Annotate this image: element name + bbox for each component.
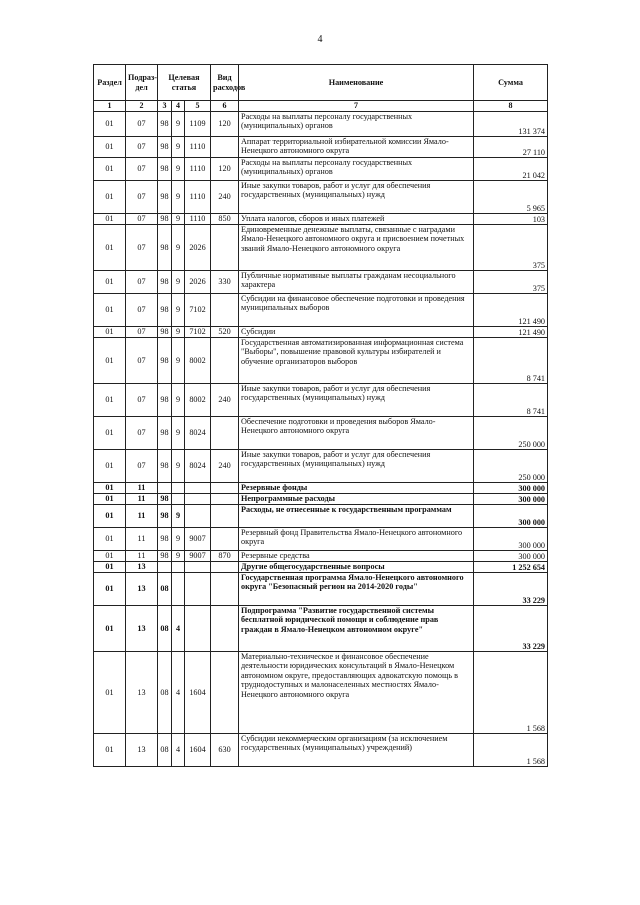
column-index-cell: 1 [94, 101, 126, 112]
subprogram-cell: 9 [172, 327, 185, 338]
name-cell: Резервные фонды [239, 483, 474, 494]
column-index-cell: 6 [211, 101, 239, 112]
razdel-cell: 01 [94, 158, 126, 181]
sum-cell: 21 042 [474, 158, 548, 181]
razdel-cell: 01 [94, 181, 126, 214]
expense-type-cell: 120 [211, 158, 239, 181]
header-name: Наименование [239, 65, 474, 101]
razdel-cell: 01 [94, 606, 126, 652]
article-code-cell [185, 483, 211, 494]
podrazdel-cell: 11 [126, 528, 158, 551]
name-cell: Обеспечение подготовки и проведения выборов Ямало-Ненецкого автономного округа [239, 417, 474, 450]
sum-cell: 121 490 [474, 294, 548, 327]
program-cell: 98 [158, 384, 172, 417]
sum-cell: 1 568 [474, 652, 548, 734]
podrazdel-cell: 07 [126, 225, 158, 271]
column-index-cell: 4 [172, 101, 185, 112]
name-cell: Аппарат территориальной избирательной комиссии Ямало-Ненецкого автономного округа [239, 137, 474, 158]
column-index-cell: 7 [239, 101, 474, 112]
article-code-cell [185, 573, 211, 606]
table-row [94, 417, 548, 450]
program-cell: 98 [158, 137, 172, 158]
subprogram-cell [172, 562, 185, 573]
podrazdel-cell: 07 [126, 338, 158, 384]
name-cell: Резервные средства [239, 551, 474, 562]
expense-type-cell: 520 [211, 327, 239, 338]
page-number: 4 [317, 34, 323, 45]
subprogram-cell: 9 [172, 528, 185, 551]
expense-type-cell: 240 [211, 384, 239, 417]
program-cell [158, 562, 172, 573]
subprogram-cell: 4 [172, 652, 185, 734]
program-cell: 98 [158, 417, 172, 450]
program-cell: 98 [158, 225, 172, 271]
column-index-cell: 2 [126, 101, 158, 112]
header-podrazdel: Подраз-дел [126, 65, 158, 101]
razdel-cell: 01 [94, 338, 126, 384]
header-sum: Сумма [474, 65, 548, 101]
razdel-cell: 01 [94, 528, 126, 551]
article-code-cell: 8024 [185, 417, 211, 450]
expense-type-cell [211, 573, 239, 606]
podrazdel-cell: 11 [126, 483, 158, 494]
podrazdel-cell: 07 [126, 112, 158, 137]
subprogram-cell: 4 [172, 734, 185, 767]
sum-cell: 300 000 [474, 505, 548, 528]
program-cell: 98 [158, 158, 172, 181]
name-cell: Иные закупки товаров, работ и услуг для обеспечения государственных (муниципальных) нужд [239, 384, 474, 417]
expense-type-cell [211, 494, 239, 505]
article-code-cell: 1604 [185, 734, 211, 767]
expense-type-cell [211, 505, 239, 528]
table-row [94, 551, 548, 562]
name-cell: Расходы на выплаты персоналу государственных (муниципальных) органов [239, 112, 474, 137]
sum-cell: 250 000 [474, 417, 548, 450]
podrazdel-cell: 07 [126, 158, 158, 181]
podrazdel-cell: 07 [126, 450, 158, 483]
article-code-cell: 1109 [185, 112, 211, 137]
name-cell: Расходы, не отнесенные к государственным программам [239, 505, 474, 528]
name-cell: Субсидии [239, 327, 474, 338]
table-row [94, 505, 548, 528]
sum-cell: 1 568 [474, 734, 548, 767]
name-cell: Материально-техническое и финансовое обеспечение деятельности юридических консультаций в Ямало-Ненецком автономном округе, предоставляющих адвокатскую помощь в труднодоступных и малонаселенных местностях Ямало-Ненецкого автономного округа [239, 652, 474, 734]
subprogram-cell: 9 [172, 505, 185, 528]
subprogram-cell: 9 [172, 214, 185, 225]
subprogram-cell: 9 [172, 338, 185, 384]
program-cell: 98 [158, 327, 172, 338]
table-row [94, 606, 548, 652]
expense-type-cell: 240 [211, 450, 239, 483]
razdel-cell: 01 [94, 214, 126, 225]
sum-cell: 131 374 [474, 112, 548, 137]
expense-type-cell: 120 [211, 112, 239, 137]
subprogram-cell [172, 573, 185, 606]
article-code-cell: 1110 [185, 214, 211, 225]
subprogram-cell: 9 [172, 225, 185, 271]
program-cell: 08 [158, 573, 172, 606]
razdel-cell: 01 [94, 137, 126, 158]
name-cell: Расходы на выплаты персоналу государственных (муниципальных) органов [239, 158, 474, 181]
article-code-cell [185, 494, 211, 505]
program-cell: 98 [158, 181, 172, 214]
article-code-cell: 2026 [185, 225, 211, 271]
razdel-cell: 01 [94, 551, 126, 562]
subprogram-cell: 9 [172, 384, 185, 417]
program-cell: 08 [158, 734, 172, 767]
table-row [94, 573, 548, 606]
name-cell: Иные закупки товаров, работ и услуг для обеспечения государственных (муниципальных) нужд [239, 181, 474, 214]
expense-type-cell [211, 606, 239, 652]
sum-cell: 300 000 [474, 483, 548, 494]
article-code-cell [185, 606, 211, 652]
program-cell: 08 [158, 652, 172, 734]
table-row [94, 562, 548, 573]
expense-type-cell: 330 [211, 271, 239, 294]
article-code-cell: 8024 [185, 450, 211, 483]
program-cell: 98 [158, 494, 172, 505]
expense-type-cell [211, 652, 239, 734]
sum-cell: 5 965 [474, 181, 548, 214]
subprogram-cell: 9 [172, 137, 185, 158]
table-row [94, 181, 548, 214]
article-code-cell: 9007 [185, 528, 211, 551]
name-cell: Уплата налогов, сборов и иных платежей [239, 214, 474, 225]
program-cell: 98 [158, 528, 172, 551]
subprogram-cell: 9 [172, 551, 185, 562]
podrazdel-cell: 07 [126, 384, 158, 417]
subprogram-cell: 9 [172, 112, 185, 137]
expense-type-cell [211, 137, 239, 158]
expense-type-cell: 850 [211, 214, 239, 225]
program-cell: 98 [158, 271, 172, 294]
name-cell: Субсидии на финансовое обеспечение подготовки и проведения муниципальных выборов [239, 294, 474, 327]
program-cell: 98 [158, 294, 172, 327]
article-code-cell: 7102 [185, 294, 211, 327]
podrazdel-cell: 11 [126, 551, 158, 562]
table-row [94, 294, 548, 327]
program-cell [158, 483, 172, 494]
expense-type-cell [211, 338, 239, 384]
budget-table [93, 64, 548, 767]
sum-cell: 103 [474, 214, 548, 225]
podrazdel-cell: 11 [126, 494, 158, 505]
program-cell: 98 [158, 450, 172, 483]
sum-cell: 300 000 [474, 494, 548, 505]
expense-type-cell: 240 [211, 181, 239, 214]
article-code-cell: 8002 [185, 338, 211, 384]
table-row [94, 327, 548, 338]
table-row [94, 338, 548, 384]
article-code-cell: 9007 [185, 551, 211, 562]
article-code-cell: 1110 [185, 181, 211, 214]
name-cell: Непрограммные расходы [239, 494, 474, 505]
table-row [94, 271, 548, 294]
razdel-cell: 01 [94, 450, 126, 483]
sum-cell: 375 [474, 271, 548, 294]
sum-cell: 375 [474, 225, 548, 271]
name-cell: Государственная программа Ямало-Ненецкого автономного округа "Безопасный регион на 2014-2020 годы" [239, 573, 474, 606]
sum-cell: 121 490 [474, 327, 548, 338]
razdel-cell: 01 [94, 294, 126, 327]
sum-cell: 8 741 [474, 338, 548, 384]
expense-type-cell [211, 417, 239, 450]
podrazdel-cell: 07 [126, 181, 158, 214]
podrazdel-cell: 13 [126, 652, 158, 734]
razdel-cell: 01 [94, 225, 126, 271]
sum-cell: 8 741 [474, 384, 548, 417]
podrazdel-cell: 07 [126, 271, 158, 294]
sum-cell: 33 229 [474, 606, 548, 652]
name-cell: Резервный фонд Правительства Ямало-Ненецкого автономного округа [239, 528, 474, 551]
subprogram-cell: 9 [172, 271, 185, 294]
razdel-cell: 01 [94, 384, 126, 417]
razdel-cell: 01 [94, 573, 126, 606]
program-cell: 98 [158, 551, 172, 562]
article-code-cell [185, 505, 211, 528]
podrazdel-cell: 07 [126, 294, 158, 327]
subprogram-cell: 9 [172, 450, 185, 483]
table-row [94, 483, 548, 494]
table-row [94, 450, 548, 483]
name-cell: Субсидии некоммерческим организациям (за исключением государственных (муниципальных) учреждений) [239, 734, 474, 767]
program-cell: 98 [158, 338, 172, 384]
razdel-cell: 01 [94, 562, 126, 573]
podrazdel-cell: 07 [126, 214, 158, 225]
razdel-cell: 01 [94, 652, 126, 734]
program-cell: 98 [158, 505, 172, 528]
razdel-cell: 01 [94, 483, 126, 494]
name-cell: Подпрограмма "Развитие государственной системы бесплатной юридической помощи и соблюдение прав граждан в Ямало-Ненецком автономном округе" [239, 606, 474, 652]
header-razdel: Раздел [94, 65, 126, 101]
article-code-cell: 2026 [185, 271, 211, 294]
razdel-cell: 01 [94, 417, 126, 450]
name-cell: Публичные нормативные выплаты гражданам несоциального характера [239, 271, 474, 294]
program-cell: 98 [158, 112, 172, 137]
article-code-cell: 1604 [185, 652, 211, 734]
table-row [94, 734, 548, 767]
table-row [94, 158, 548, 181]
podrazdel-cell: 07 [126, 327, 158, 338]
subprogram-cell: 9 [172, 417, 185, 450]
table-row [94, 225, 548, 271]
sum-cell: 1 252 654 [474, 562, 548, 573]
table-row [94, 652, 548, 734]
subprogram-cell [172, 494, 185, 505]
sum-cell: 250 000 [474, 450, 548, 483]
article-code-cell [185, 562, 211, 573]
podrazdel-cell: 13 [126, 573, 158, 606]
header-expense-type: Вид расходов [211, 65, 239, 101]
subprogram-cell [172, 483, 185, 494]
subprogram-cell: 9 [172, 181, 185, 214]
name-cell: Единовременные денежные выплаты, связанные с наградами Ямало-Ненецкого автономного округа и присвоением почетных званий Ямало-Ненецкого автономного округа [239, 225, 474, 271]
program-cell: 08 [158, 606, 172, 652]
subprogram-cell: 9 [172, 158, 185, 181]
expense-type-cell: 630 [211, 734, 239, 767]
expense-type-cell: 870 [211, 551, 239, 562]
subprogram-cell: 4 [172, 606, 185, 652]
table-row [94, 137, 548, 158]
table-row [94, 528, 548, 551]
expense-type-cell [211, 483, 239, 494]
podrazdel-cell: 07 [126, 417, 158, 450]
article-code-cell: 1110 [185, 137, 211, 158]
name-cell: Иные закупки товаров, работ и услуг для обеспечения государственных (муниципальных) нужд [239, 450, 474, 483]
name-cell: Другие общегосударственные вопросы [239, 562, 474, 573]
razdel-cell: 01 [94, 494, 126, 505]
expense-type-cell [211, 528, 239, 551]
column-index-row [94, 101, 548, 112]
expense-type-cell [211, 562, 239, 573]
sum-cell: 33 229 [474, 573, 548, 606]
podrazdel-cell: 11 [126, 505, 158, 528]
article-code-cell: 1110 [185, 158, 211, 181]
table-row [94, 494, 548, 505]
razdel-cell: 01 [94, 112, 126, 137]
name-cell: Государственная автоматизированная информационная система "Выборы", повышение правовой культуры избирателей и обучение организаторов выборов [239, 338, 474, 384]
expense-type-cell [211, 225, 239, 271]
razdel-cell: 01 [94, 327, 126, 338]
razdel-cell: 01 [94, 505, 126, 528]
column-index-cell: 5 [185, 101, 211, 112]
table-row [94, 112, 548, 137]
article-code-cell: 8002 [185, 384, 211, 417]
subprogram-cell: 9 [172, 294, 185, 327]
program-cell: 98 [158, 214, 172, 225]
podrazdel-cell: 13 [126, 734, 158, 767]
column-index-cell: 8 [474, 101, 548, 112]
sum-cell: 300 000 [474, 551, 548, 562]
header-target-article: Целевая статья [158, 65, 211, 101]
sum-cell: 27 110 [474, 137, 548, 158]
table-row [94, 214, 548, 225]
table-row [94, 384, 548, 417]
sum-cell: 300 000 [474, 528, 548, 551]
razdel-cell: 01 [94, 734, 126, 767]
razdel-cell: 01 [94, 271, 126, 294]
column-index-cell: 3 [158, 101, 172, 112]
podrazdel-cell: 07 [126, 137, 158, 158]
expense-type-cell [211, 294, 239, 327]
article-code-cell: 7102 [185, 327, 211, 338]
podrazdel-cell: 13 [126, 562, 158, 573]
podrazdel-cell: 13 [126, 606, 158, 652]
